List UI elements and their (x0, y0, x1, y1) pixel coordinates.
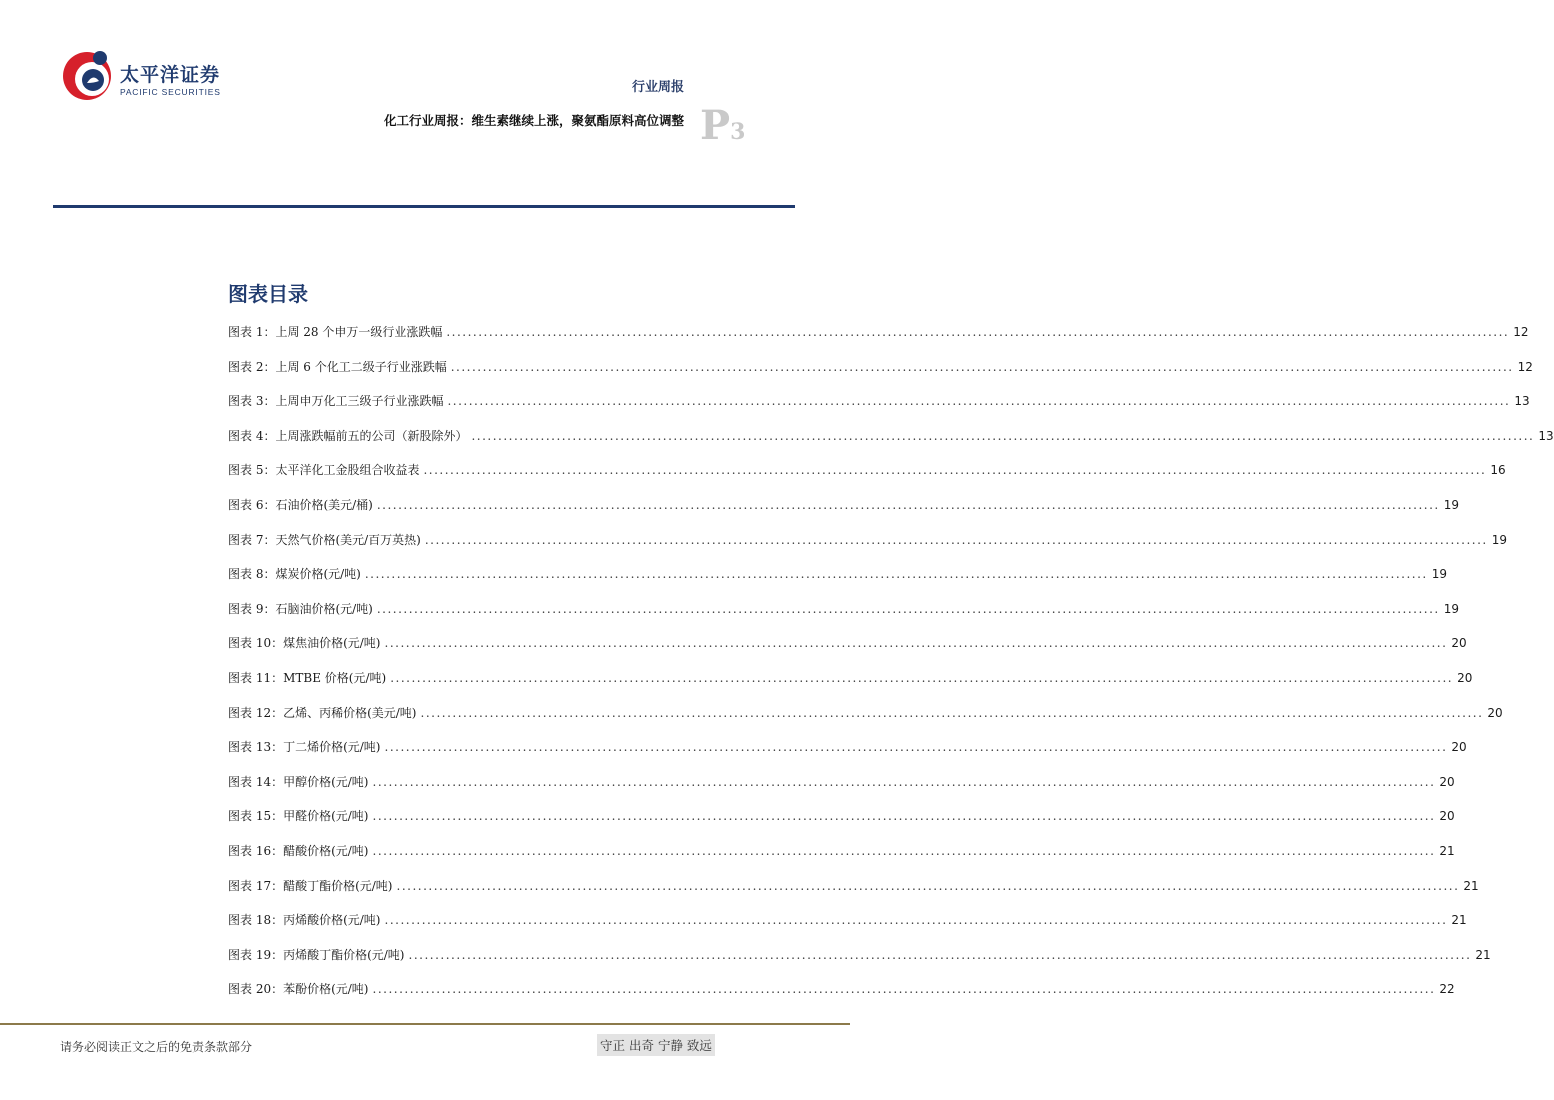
toc-leader-dots: ........................................................................................................................................................................................................ (364, 567, 1428, 582)
toc-entry-label: 图表 18：丙烯酸价格(元/吨) (228, 913, 381, 928)
toc-leader-dots: ........................................................................................................................................................................................................ (384, 913, 1448, 928)
toc-entry[interactable] (228, 911, 1467, 946)
toc-entry[interactable] (228, 531, 1508, 566)
toc-entry[interactable] (228, 704, 1503, 739)
toc-entry-page: 13 (1514, 394, 1530, 409)
toc-entry[interactable] (228, 427, 1554, 462)
toc-entry-page: 16 (1490, 463, 1506, 478)
toc-entry[interactable] (228, 461, 1506, 496)
toc-entry-label: 图表 15：甲醛价格(元/吨) (228, 809, 369, 824)
toc-entry-label: 图表 2：上周 6 个化工二级子行业涨跌幅 (228, 359, 447, 374)
toc-heading: 图表目录 (228, 282, 308, 306)
toc-entry-page: 12 (1517, 359, 1533, 374)
toc-entry-page: 20 (1457, 670, 1473, 685)
toc-entry-page: 20 (1439, 774, 1455, 789)
toc-leader-dots: ........................................................................................................................................................................................................ (420, 705, 1484, 720)
toc-entry[interactable] (228, 496, 1460, 531)
toc-entry-label: 图表 17：醋酸丁酯价格(元/吨) (228, 878, 393, 893)
toc-entry-page: 21 (1463, 878, 1479, 893)
toc-entry-page: 19 (1443, 601, 1460, 616)
toc-entry-page: 12 (1513, 325, 1529, 339)
toc-entry-label: 图表 9：石脑油价格(元/吨) (228, 601, 373, 616)
page-mark-letter: P (700, 102, 731, 149)
toc-entry-label: 图表 4：上周涨跌幅前五的公司（新股除外） (228, 428, 468, 443)
toc-leader-dots: ........................................................................................................................................................................................................ (408, 947, 1472, 962)
toc-entry-label: 图表 5：太平洋化工金股组合收益表 (228, 463, 420, 478)
toc-entry-page: 20 (1487, 705, 1503, 720)
toc-leader-dots: ........................................................................................................................................................................................................ (396, 878, 1460, 893)
toc-leader-dots: ........................................................................................................................................................................................................ (372, 774, 1436, 789)
toc-leader-dots: ........................................................................................................................................................................................................ (390, 670, 1454, 685)
toc-entry-page: 20 (1439, 809, 1455, 824)
toc-leader-dots: ........................................................................................................................................................................................................ (376, 601, 1440, 616)
toc-entry-page: 21 (1475, 947, 1491, 962)
toc-leader-dots: ........................................................................................................................................................................................................ (423, 463, 1487, 478)
toc-entry[interactable] (228, 807, 1455, 842)
company-logo (60, 46, 230, 116)
page-number-mark (700, 102, 745, 149)
toc-entry-label: 图表 8：煤炭价格(元/吨) (228, 567, 361, 582)
toc-leader-dots: ........................................................................................................................................................................................................ (424, 532, 1488, 547)
toc-entry-label: 图表 20：苯酚价格(元/吨) (228, 982, 369, 997)
footer-motto: 守正 出奇 宁静 致远 (597, 1034, 715, 1056)
toc-entry-page: 13 (1538, 428, 1554, 443)
toc-entry[interactable] (228, 600, 1460, 635)
report-type: 行业周报 (631, 80, 684, 95)
toc-leader-dots: ........................................................................................................................................................................................................ (372, 982, 1436, 997)
report-title: 化工行业周报：维生素继续上涨，聚氨酯原料高位调整 (383, 113, 684, 128)
toc-entry-label: 图表 3：上周申万化工三级子行业涨跌幅 (228, 394, 444, 409)
toc-entry-page: 21 (1451, 913, 1467, 928)
toc-entry-label: 图表 12：乙烯、丙稀价格(美元/吨) (228, 705, 417, 720)
toc-entry-label: 图表 1：上周 28 个申万一级行业涨跌幅 (228, 325, 443, 339)
toc-leader-dots: ........................................................................................................................................................................................................ (372, 809, 1436, 824)
toc-entry[interactable] (228, 980, 1455, 1015)
footer-disclaimer: 请务必阅读正文之后的免责条款部分 (60, 1040, 253, 1054)
toc-leader-dots: ........................................................................................................................................................................................................ (376, 497, 1440, 512)
toc-leader-dots: ........................................................................................................................................................................................................ (384, 740, 1448, 755)
toc-entry[interactable] (228, 323, 1529, 358)
toc-entry-label: 图表 13：丁二烯价格(元/吨) (228, 740, 381, 755)
toc-entry-page: 19 (1431, 567, 1448, 582)
toc-entry[interactable] (228, 565, 1448, 600)
header-divider (53, 205, 795, 208)
toc-entry[interactable] (228, 634, 1467, 669)
toc-entry[interactable] (228, 669, 1473, 704)
toc-entry-page: 21 (1439, 843, 1455, 858)
toc-entry-page: 20 (1451, 740, 1467, 755)
toc-entry[interactable] (228, 738, 1467, 773)
toc-leader-dots: ........................................................................................................................................................................................................ (471, 428, 1535, 443)
toc-list (228, 323, 1554, 1015)
toc-entry[interactable] (228, 842, 1455, 877)
toc-entry[interactable] (228, 358, 1533, 393)
toc-entry[interactable] (228, 946, 1491, 981)
toc-entry[interactable] (228, 877, 1479, 912)
footer-divider (0, 1023, 850, 1025)
pacific-securities-logo-icon (60, 46, 116, 104)
toc-entry-page: 19 (1443, 497, 1460, 512)
toc-leader-dots: ........................................................................................................................................................................................................ (372, 843, 1436, 858)
toc-entry-label: 图表 11：MTBE 价格(元/吨) (228, 670, 387, 685)
toc-entry[interactable] (228, 392, 1530, 427)
toc-entry-label: 图表 19：丙烯酸丁酯价格(元/吨) (228, 947, 405, 962)
page-mark-number: 3 (730, 119, 746, 145)
toc-entry-page: 20 (1451, 636, 1467, 651)
toc-entry-label: 图表 14：甲醇价格(元/吨) (228, 774, 369, 789)
toc-entry-label: 图表 6：石油价格(美元/桶) (228, 497, 373, 512)
logo-english-name: PACIFIC SECURITIES (120, 87, 221, 97)
toc-leader-dots: ........................................................................................................................................................................................................ (446, 325, 1510, 339)
toc-entry-page: 19 (1491, 532, 1508, 547)
toc-leader-dots: ........................................................................................................................................................................................................ (450, 359, 1514, 374)
logo-name: 太平洋证券 (120, 64, 221, 86)
toc-entry-label: 图表 10：煤焦油价格(元/吨) (228, 636, 381, 651)
toc-entry[interactable] (228, 773, 1455, 808)
toc-entry-label: 图表 7：天然气价格(美元/百万英热) (228, 532, 421, 547)
toc-leader-dots: ........................................................................................................................................................................................................ (447, 394, 1511, 409)
toc-entry-label: 图表 16：醋酸价格(元/吨) (228, 843, 369, 858)
toc-leader-dots: ........................................................................................................................................................................................................ (384, 636, 1448, 651)
toc-entry-page: 22 (1439, 982, 1455, 997)
